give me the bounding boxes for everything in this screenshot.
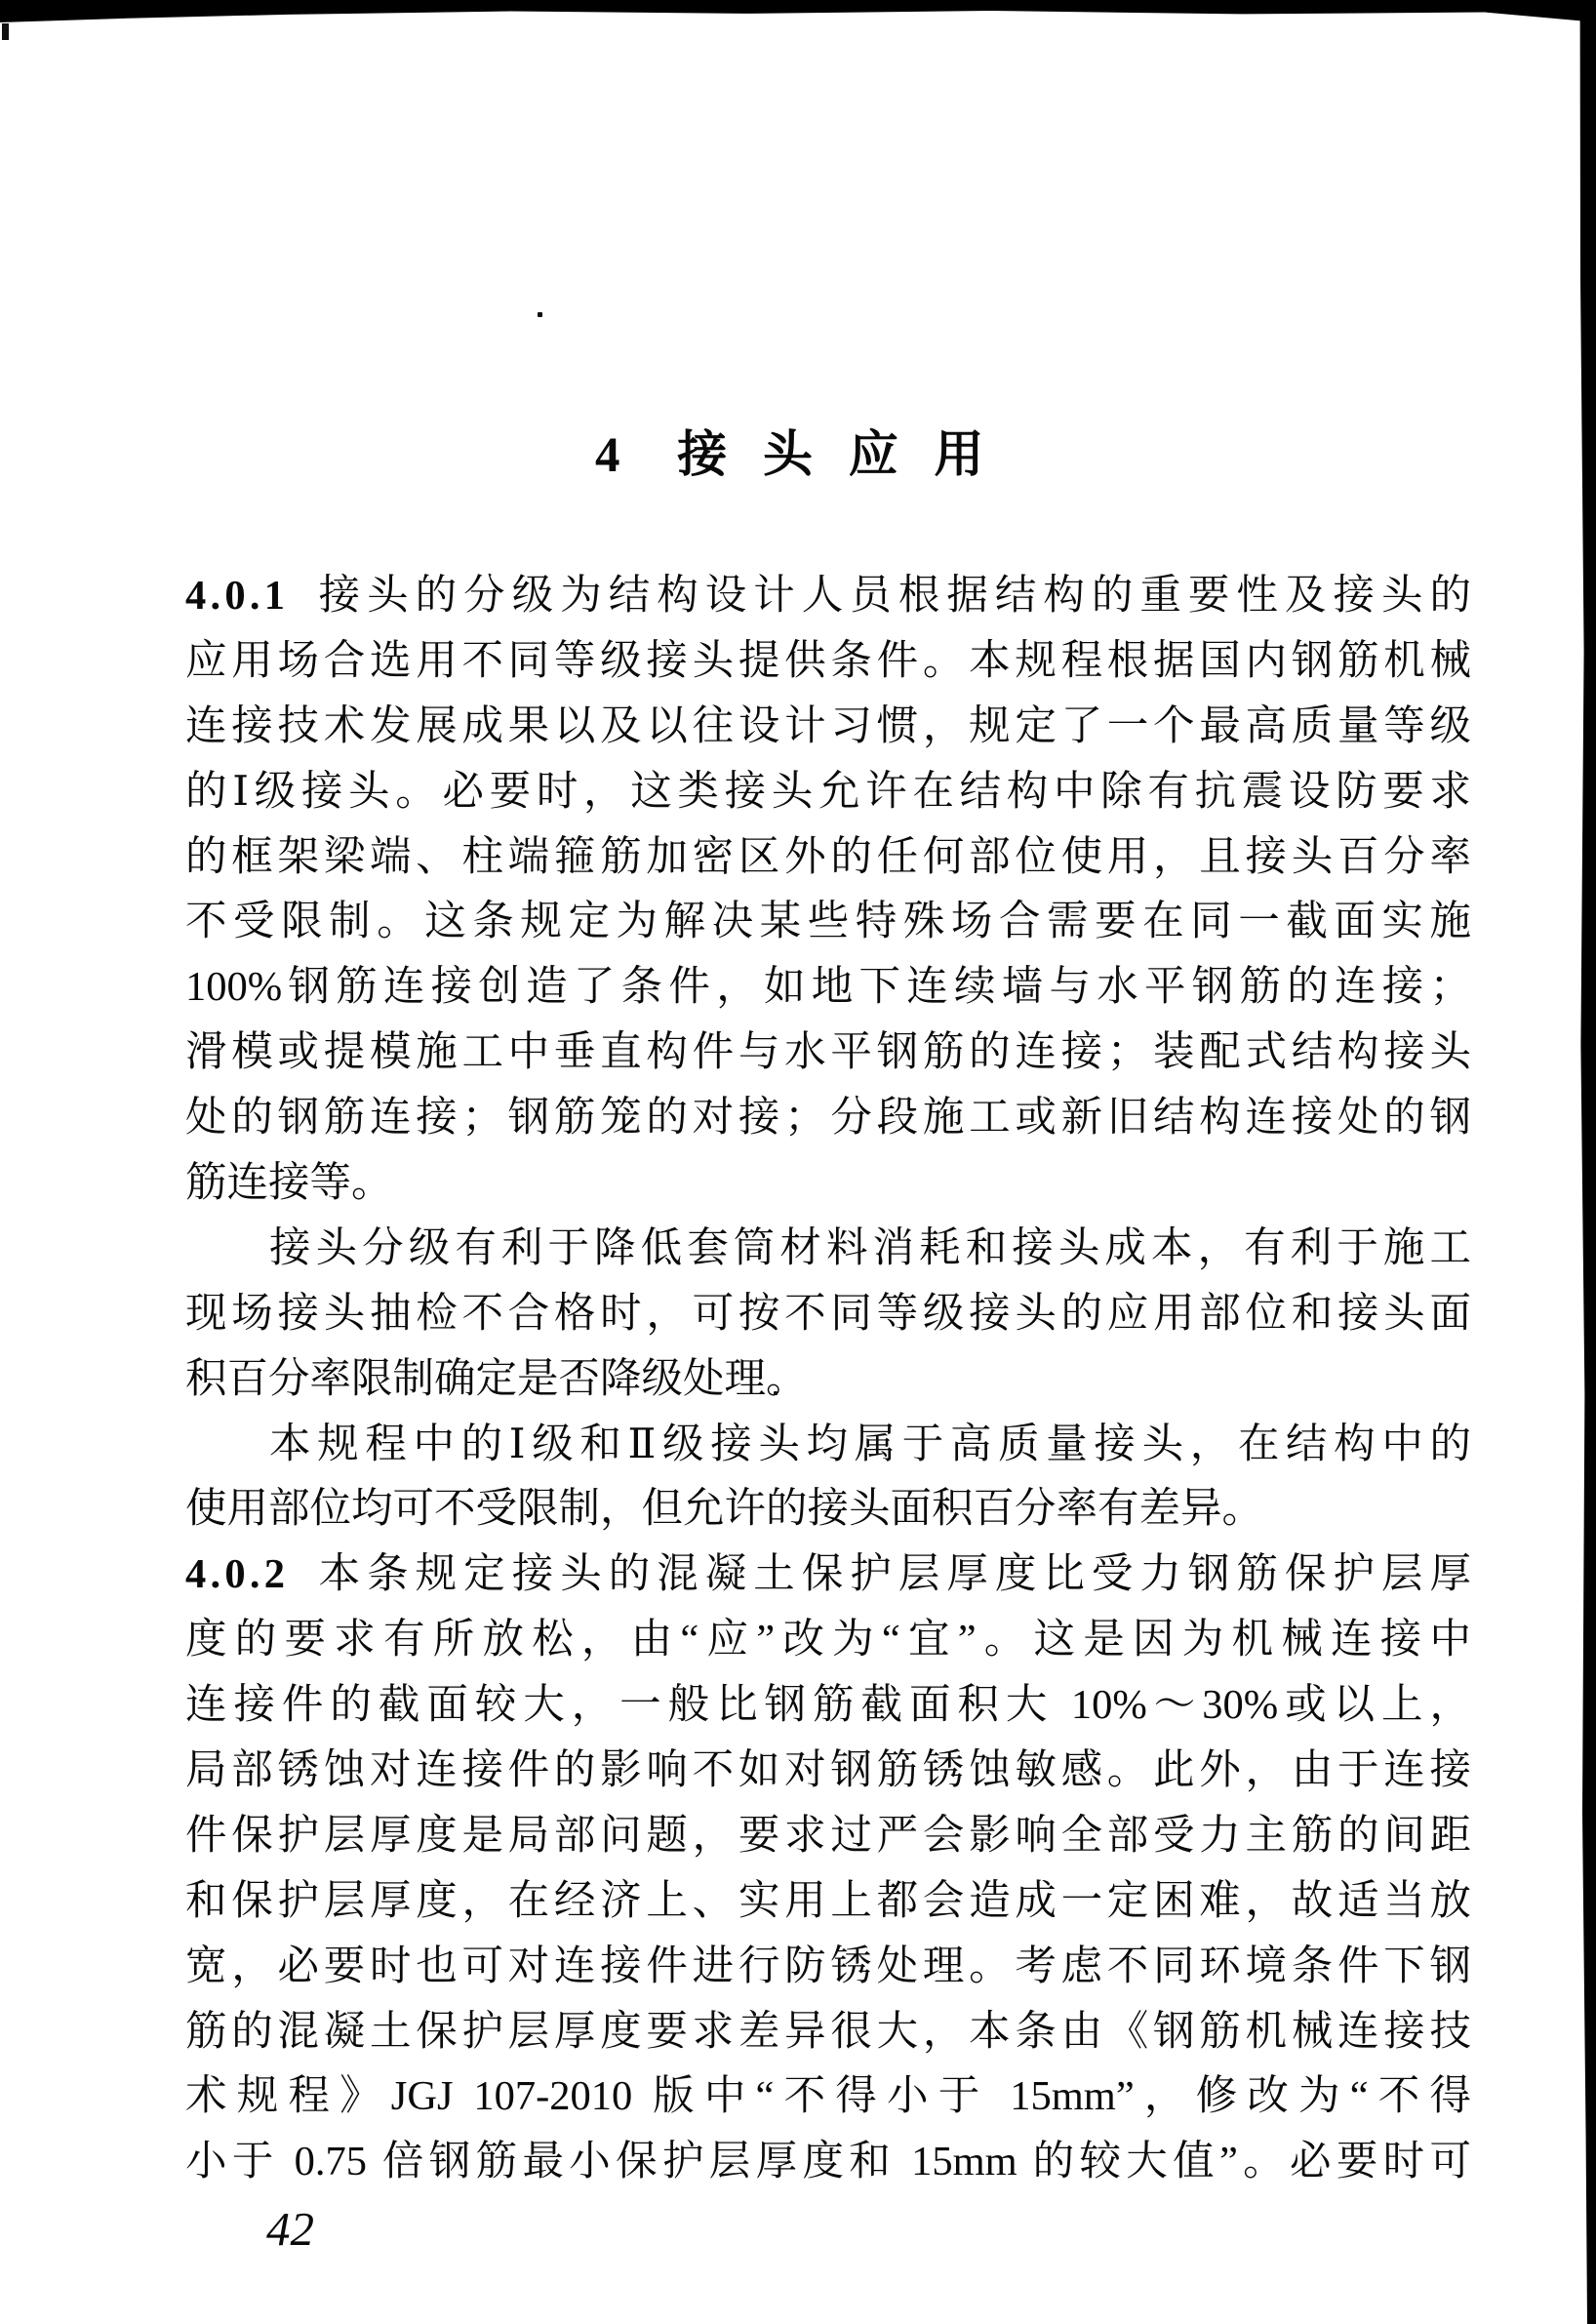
scan-speck bbox=[538, 312, 542, 317]
text-line-content: 连接件的截面较大，一般比钢筋截面积大 10%～30%或以上， bbox=[185, 1682, 1471, 1729]
text-line bbox=[185, 955, 1471, 1021]
text-line-content: 滑模或提模施工中垂直构件与水平钢筋的连接；装配式结构接头 bbox=[185, 1029, 1471, 1076]
page-number: 42 bbox=[266, 2202, 314, 2256]
clause-number: 4.0.2 bbox=[185, 1551, 290, 1598]
text-line-content: 本条规定接头的混凝土保护层厚度比受力钢筋保护层厚 bbox=[311, 1551, 1471, 1598]
text-line bbox=[185, 1608, 1471, 1673]
text-line bbox=[185, 1543, 1471, 1608]
scan-artifact-top-bar bbox=[0, 0, 1596, 23]
text-line-content: 不受限制。这条规定为解决某些特殊场合需要在同一截面实施 bbox=[185, 899, 1471, 945]
text-line bbox=[185, 825, 1471, 891]
text-line-content: 应用场合选用不同等级接头提供条件。本规程根据国内钢筋机械 bbox=[185, 637, 1471, 684]
text-line-content: 的框架梁端、柱端箍筋加密区外的任何部位使用，且接头百分率 bbox=[185, 833, 1471, 880]
text-line bbox=[185, 1151, 1471, 1217]
clause-number: 4.0.1 bbox=[185, 573, 290, 619]
text-line bbox=[185, 1869, 1471, 1935]
chapter-title bbox=[595, 414, 1020, 486]
text-line-content: 处的钢筋连接；钢筋笼的对接；分段施工或新旧结构连接处的钢 bbox=[185, 1095, 1471, 1142]
text-line-content: 和保护层厚度，在经济上、实用上都会造成一定困难，故适当放 bbox=[185, 1877, 1471, 1924]
text-line-content: 术规程》JGJ 107-2010 版中“不得小于 15mm”，修改为“不得 bbox=[185, 2073, 1471, 2120]
text-line bbox=[185, 2064, 1471, 2130]
text-line-content: 度的要求有所放松，由“应”改为“宜”。这是因为机械连接中 bbox=[185, 1617, 1471, 1663]
text-line bbox=[185, 1804, 1471, 1869]
text-line-content: 接头分级有利于降低套筒材料消耗和接头成本，有利于施工 bbox=[269, 1224, 1471, 1271]
text-line bbox=[185, 1086, 1471, 1151]
text-line-content: 小于 0.75 倍钢筋最小保护层厚度和 15mm 的较大值”。必要时可 bbox=[185, 2139, 1471, 2185]
text-line-content: 本规程中的Ⅰ级和Ⅱ级接头均属于高质量接头，在结构中的 bbox=[269, 1421, 1471, 1467]
text-line-content: 现场接头抽检不合格时，可按不同等级接头的应用部位和接头面 bbox=[185, 1290, 1471, 1337]
text-line bbox=[185, 2130, 1471, 2195]
text-line bbox=[185, 1021, 1471, 1086]
text-line-content: 使用部位均可不受限制，但允许的接头面积百分率有差异。 bbox=[185, 1486, 1264, 1533]
text-line bbox=[185, 1477, 1471, 1543]
scan-artifact-right-bar bbox=[1576, 0, 1596, 2324]
text-line bbox=[185, 1673, 1471, 1739]
text-line bbox=[185, 2000, 1471, 2065]
text-line-content: 的Ⅰ级接头。必要时，这类接头允许在结构中除有抗震设防要求 bbox=[185, 768, 1471, 815]
text-line-content: 连接技术发展成果以及以往设计习惯，规定了一个最高质量等级 bbox=[185, 702, 1471, 749]
text-line-content: 局部锈蚀对连接件的影响不如对钢筋锈蚀敏感。此外，由于连接 bbox=[185, 1747, 1471, 1794]
text-line bbox=[185, 1413, 1471, 1478]
text-line bbox=[185, 1935, 1471, 2000]
text-line bbox=[185, 629, 1471, 695]
text-line-content: 筋的混凝土保护层厚度要求差异很大，本条由《钢筋机械连接技 bbox=[185, 2008, 1471, 2055]
text-line-content: 100%钢筋连接创造了条件，如地下连续墙与水平钢筋的连接； bbox=[185, 964, 1471, 1011]
text-line bbox=[185, 695, 1471, 760]
text-line bbox=[185, 1347, 1471, 1413]
text-line-content: 积百分率限制确定是否降级处理。 bbox=[185, 1355, 808, 1402]
text-line bbox=[185, 760, 1471, 825]
chapter-number: 4 bbox=[595, 428, 620, 483]
text-line bbox=[185, 1739, 1471, 1804]
document-body bbox=[185, 564, 1471, 2195]
text-line bbox=[185, 1282, 1471, 1347]
scan-speck bbox=[2, 23, 9, 40]
text-line-content: 件保护层厚度是局部问题，要求过严会影响全部受力主筋的间距 bbox=[185, 1812, 1471, 1859]
text-line-content: 宽，必要时也可对连接件进行防锈处理。考虑不同环境条件下钢 bbox=[185, 1943, 1471, 1989]
text-line bbox=[185, 1217, 1471, 1282]
text-line bbox=[185, 890, 1471, 955]
text-line-content: 接头的分级为结构设计人员根据结构的重要性及接头的 bbox=[311, 573, 1471, 619]
chapter-name: 接头应用 bbox=[677, 428, 1020, 483]
text-line-content: 筋连接等。 bbox=[185, 1160, 393, 1207]
text-line bbox=[185, 564, 1471, 629]
